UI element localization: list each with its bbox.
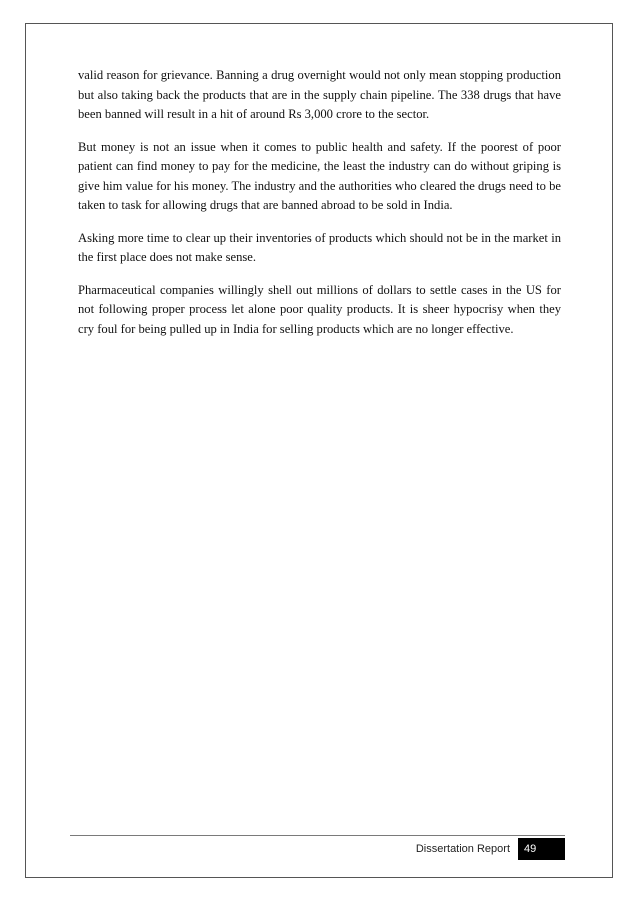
footer-label: Dissertation Report [415,843,510,855]
paragraph-2: But money is not an issue when it comes to public health and safety. If the poorest of poor patient can find money to pay for the medicine, the least the industry can do without griping is give him value for his money. The industry and the authorities who cleared the drugs need to be taken to task for allowing drugs that are banned abroad to be sold in India. [78,139,561,212]
paragraph-4: Pharmaceutical companies willingly shell out millions of dollars to settle cases in the US for not following proper process let alone poor quality products. It is sheer hypocrisy when they cry foul for being pulled up in India for selling products which are no longer effective. [78,282,561,336]
paragraph-3: Asking more time to clear up their inventories of products which should not be in the market in the first place does not make sense. [78,230,561,264]
page-number: 49 [518,838,565,860]
paragraph-1: valid reason for grievance. Banning a drug overnight would not only mean stopping production but also taking back the products that are in the supply chain pipeline. The 338 drugs that have been banned will result in a hit of around Rs 3,000 crore to the sector. [78,68,561,121]
document-body [78,66,561,352]
page-footer [0,838,565,860]
footer-divider [70,835,565,836]
